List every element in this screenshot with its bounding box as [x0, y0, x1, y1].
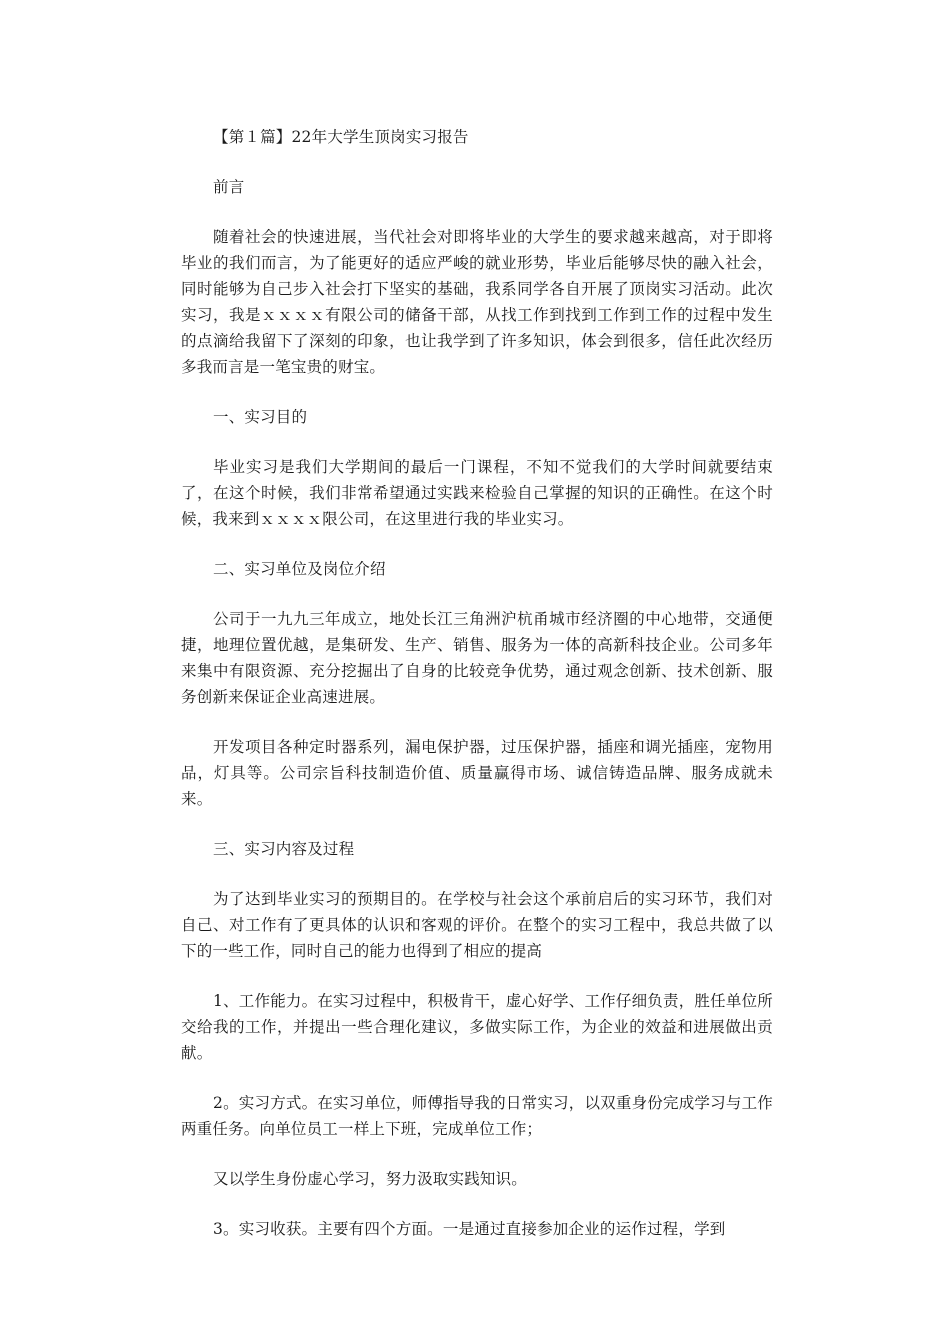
paragraph-purpose: 毕业实习是我们大学期间的最后一门课程，不知不觉我们的大学时间就要结束了，在这个时候，我们非常希望通过实践来检验自己掌握的知识的正确性。在这个时候，我来到ｘｘｘｘ限公司，在这里进行我的毕业实习。 — [181, 458, 773, 528]
paragraph-item-2: 2。实习方式。在实习单位，师傅指导我的日常实习，以双重身份完成学习与工作两重任务。向单位员工一样上下班，完成单位工作； — [181, 1094, 773, 1138]
paragraph-item-2-continued: 又以学生身份虚心学习，努力汲取实践知识。 — [213, 1170, 528, 1188]
paragraph-item-1: 1、工作能力。在实习过程中，积极肯干，虚心好学、工作仔细负责，胜任单位所交给我的工作，并提出一些合理化建议，多做实际工作，为企业的效益和进展做出贡献。 — [181, 992, 773, 1062]
section-heading-company: 二、实习单位及岗位介绍 — [213, 560, 386, 578]
section-heading-purpose: 一、实习目的 — [213, 408, 308, 426]
paragraph-company-intro: 公司于一九九三年成立，地处长江三角洲沪杭甬城市经济圈的中心地带，交通便捷，地理位置优越，是集研发、生产、销售、服务为一体的高新科技企业。公司多年来集中有限资源、充分挖掘出了自身的比较竞争优势，通过观念创新、技术创新、服务创新来保证企业高速进展。 — [181, 610, 773, 706]
section-heading-preface: 前言 — [213, 178, 245, 196]
paragraph-item-3: 3。实习收获。主要有四个方面。一是通过直接参加企业的运作过程，学到 — [213, 1220, 726, 1238]
paragraph-content-intro: 为了达到毕业实习的预期目的。在学校与社会这个承前启后的实习环节，我们对自己、对工作有了更具体的认识和客观的评价。在整个的实习工程中，我总共做了以下的一些工作，同时自己的能力也得到了相应的提高 — [181, 890, 773, 960]
report-title: 【第１篇】22年大学生顶岗实习报告 — [213, 128, 469, 146]
document-body — [181, 124, 773, 1242]
paragraph-preface: 随着社会的快速进展，当代社会对即将毕业的大学生的要求越来越高，对于即将毕业的我们而言，为了能更好的适应严峻的就业形势，毕业后能够尽快的融入社会，同时能够为自己步入社会打下坚实的基础，我系同学各自开展了顶岗实习活动。此次实习，我是ｘｘｘｘ有限公司的储备干部，从找工作到找到工作到工作的过程中发生的点滴给我留下了深刻的印象，也让我学到了许多知识，体会到很多，信任此次经历多我而言是一笔宝贵的财宝。 — [181, 228, 773, 376]
section-heading-content: 三、实习内容及过程 — [213, 840, 355, 858]
paragraph-company-products: 开发项目各种定时器系列，漏电保护器，过压保护器，插座和调光插座，宠物用品，灯具等。公司宗旨科技制造价值、质量赢得市场、诚信铸造品牌、服务成就未来。 — [181, 738, 773, 808]
